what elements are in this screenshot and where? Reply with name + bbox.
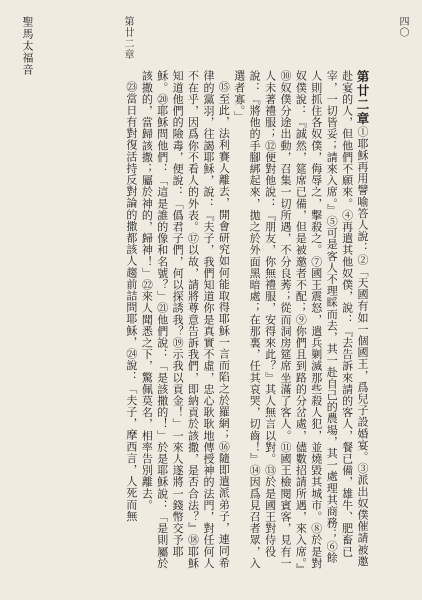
chapter-text	[48, 70, 370, 570]
chapter-heading: 第廿二章	[355, 70, 370, 126]
chapter-running-header: 第廿二章	[122, 16, 133, 60]
paragraph: ⑮至此，法利賽人離去，開會研究如何能取得耶穌一言而陷之於羅網；⑯隨即遣派弟子，連同希律的黨羽，往謁耶穌，說：『夫子，我們知道你是真實不虛，忠心耿耿地傳授神的法門，對任何人不在乎，因爲你不看人的外表。⑰以故，請將尊意告訴我們，即納貢於該撒，是否合法？』⑱耶穌知道他們的險毒，便說：「僞君子們，何以探誘我？⑲示我以貢金！」一來人遂將一錢幣交予耶穌。⑳耶穌問他們：「這是誰的像和名號？」㉑他們說：「是該撒的！」於是耶穌說：「是則屬於該撒的，當歸該撒；屬於神的，歸神！」㉒來人聞悉之下，驚佩莫名，相率告別離去。	[140, 70, 231, 569]
book-title: 聖馬太福音	[21, 16, 34, 76]
paragraph: ①耶穌再用譬喻答人說：②「天國有如一個國王，爲兒子設婚宴。③派出奴僕催請被邀赴宴的人，但他們不願來。④再遣其他奴僕，說：『去告訴來請的客人，餐已備，雄牛、肥畜已宰，一切皆妥；請來入席。』⑤可是客人不理睬而去，其一赴自己的農場，其一處理其商務；⑥餘人則抓住各奴僕，侮辱之，擊殺之。⑦國王震怒，遣兵剿滅那些殺人犯，並燒毀其城市。⑧於是對奴僕說：『誠然，筵席已備，但是被邀者不配；⑨你們且到路的分岔處，儘數招請所遇，來入席。』⑩奴僕分途出動，召集一切所遇，不分良莠；從而洞房筵席坐滿了客人。⑪國王檢閱賓客，見有一人未著禮服；⑫便對他說：『朋友，你無禮服，安得來此？』其人無言以對。⑬於是國王對侍役說：『將他的手腳綁起來，拋之於外面黑暗處；在那裏，任其哀哭，切齒！』⑭因爲見召者眾，入選者寡。」	[232, 70, 369, 570]
paragraph: ㉓當日有對復活持反對論的撒都該人趨前詰問耶穌，㉔說：「夫子，摩西言，人死而無	[124, 81, 138, 522]
page-number: 四〇	[397, 16, 408, 38]
